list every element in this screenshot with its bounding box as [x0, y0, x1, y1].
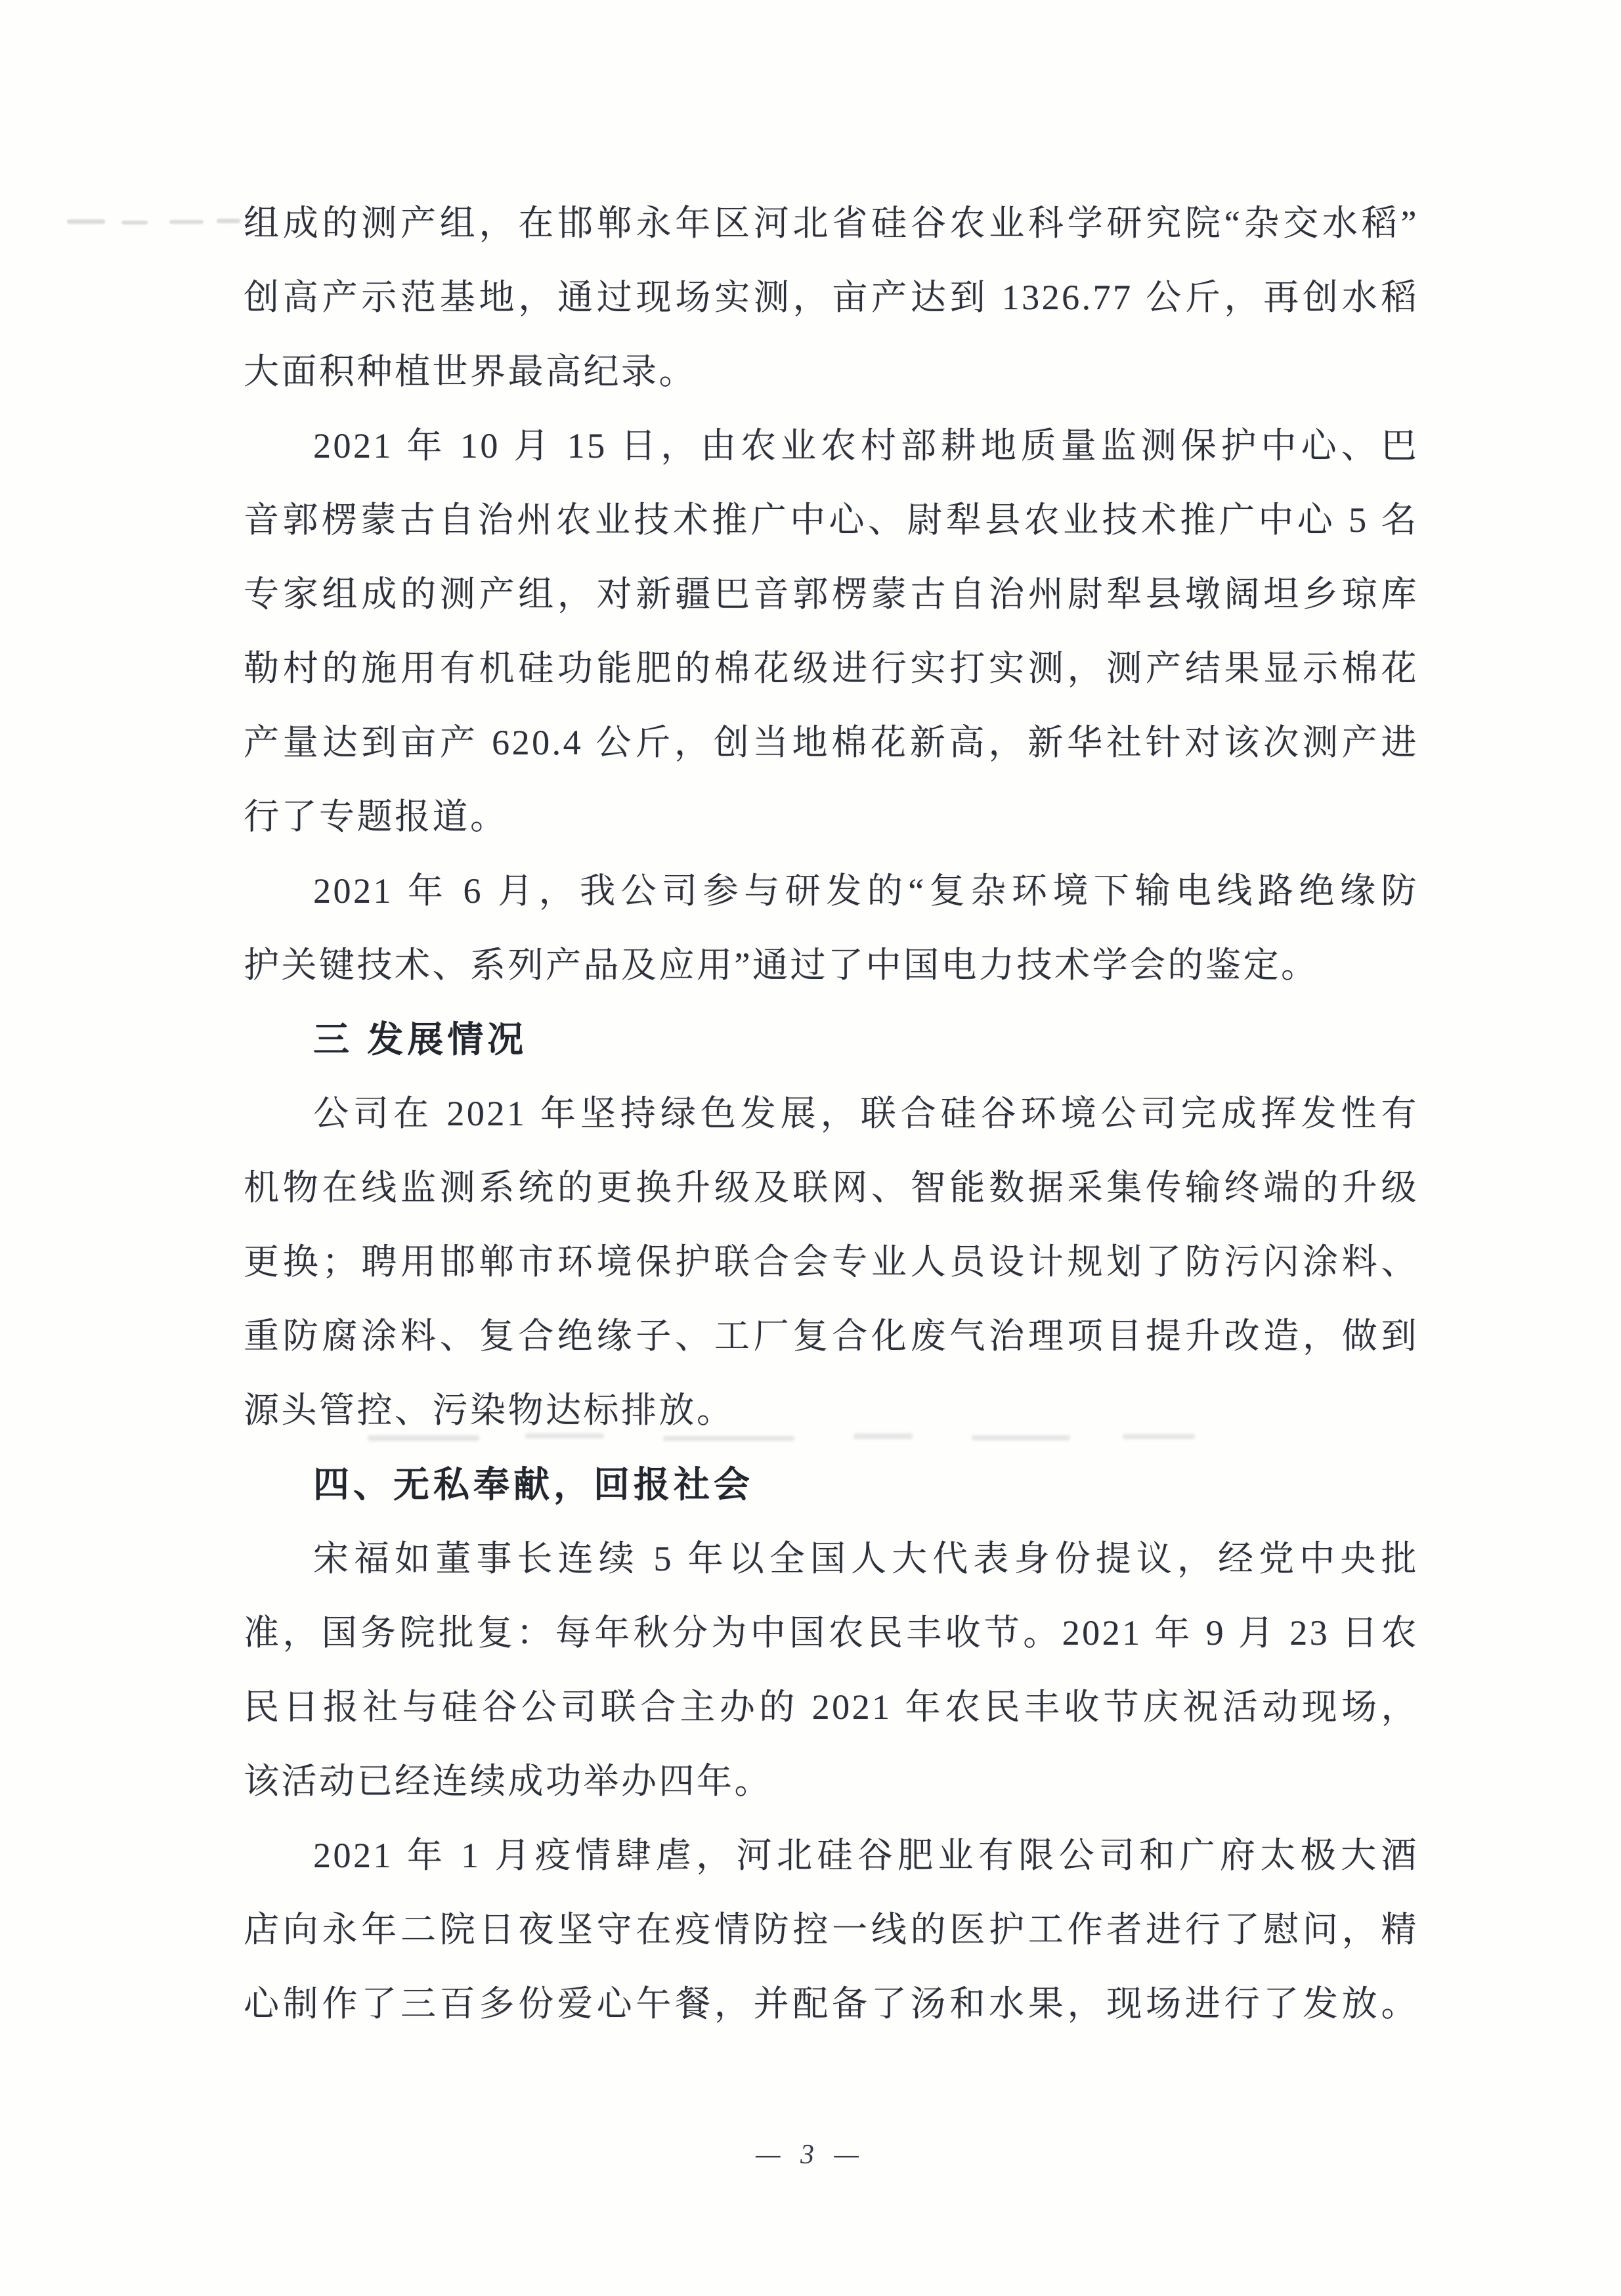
text-line: 创高产示范基地，通过现场实测，亩产达到 1326.77 公斤，再创水稻	[244, 278, 1419, 317]
text-line: 护关键技术、系列产品及应用”通过了中国电力技术学会的鉴定。	[244, 945, 1319, 985]
text-line: 宋福如董事长连续 5 年以全国人大代表身份提议，经党中央批	[313, 1539, 1419, 1578]
section-heading-development: 三 发展情况	[313, 1019, 528, 1060]
scan-artifact	[121, 221, 148, 225]
text-line: 民日报社与硅谷公司联合主办的 2021 年农民丰收节庆祝活动现场，	[244, 1687, 1419, 1727]
text-line: 店向永年二院日夜坚守在疫情防控一线的医护工作者进行了慰问，精	[244, 1910, 1419, 1949]
text-line: 该活动已经连续成功举办四年。	[244, 1762, 772, 1801]
text-line: 组成的测产组，在邯郸永年区河北省硅谷农业科学研究院“杂交水稻”	[244, 204, 1419, 243]
text-line: 音郭楞蒙古自治州农业技术推广中心、尉犁县农业技术推广中心 5 名	[244, 500, 1419, 540]
text-line: 2021 年 10 月 15 日，由农业农村部耕地质量监测保护中心、巴	[313, 426, 1419, 466]
text-line: 专家组成的测产组，对新疆巴音郭楞蒙古自治州尉犁县墩阔坦乡琼库	[244, 574, 1419, 614]
text-line: 2021 年 6 月，我公司参与研发的“复杂环境下输电线路绝缘防	[313, 871, 1419, 911]
scan-artifact	[217, 219, 240, 223]
section-heading-dedication: 四、无私奉献，回报社会	[313, 1464, 754, 1505]
text-line: 勒村的施用有机硅功能肥的棉花级进行实打实测，测产结果显示棉花	[244, 649, 1419, 688]
text-line: 2021 年 1 月疫情肆虐，河北硅谷肥业有限公司和广府太极大酒	[313, 1836, 1419, 1875]
text-line: 大面积种植世界最高纪录。	[244, 352, 697, 391]
page-number: — 3 —	[756, 2140, 865, 2170]
text-line: 产量达到亩产 620.4 公斤，创当地棉花新高，新华社针对该次测产进	[244, 723, 1419, 762]
text-line: 更换；聘用邯郸市环境保护联合会专业人员设计规划了防污闪涂料、	[244, 1242, 1419, 1282]
text-line: 源头管控、污染物达标排放。	[244, 1391, 735, 1430]
text-line: 准，国务院批复：每年秋分为中国农民丰收节。2021 年 9 月 23 日农	[244, 1613, 1419, 1653]
text-line: 机物在线监测系统的更换升级及联网、智能数据采集传输终端的升级	[244, 1168, 1419, 1207]
text-line: 公司在 2021 年坚持绿色发展，联合硅谷环境公司完成挥发性有	[313, 1094, 1419, 1133]
text-line: 心制作了三百多份爱心午餐，并配备了汤和水果，现场进行了发放。	[244, 1984, 1419, 2024]
scan-artifact	[169, 220, 204, 224]
text-line: 行了专题报道。	[244, 797, 508, 836]
document-text-block	[244, 186, 1419, 2041]
text-line: 重防腐涂料、复合绝缘子、工厂复合化废气治理项目提升改造，做到	[244, 1316, 1419, 1356]
scan-artifact	[67, 219, 105, 224]
